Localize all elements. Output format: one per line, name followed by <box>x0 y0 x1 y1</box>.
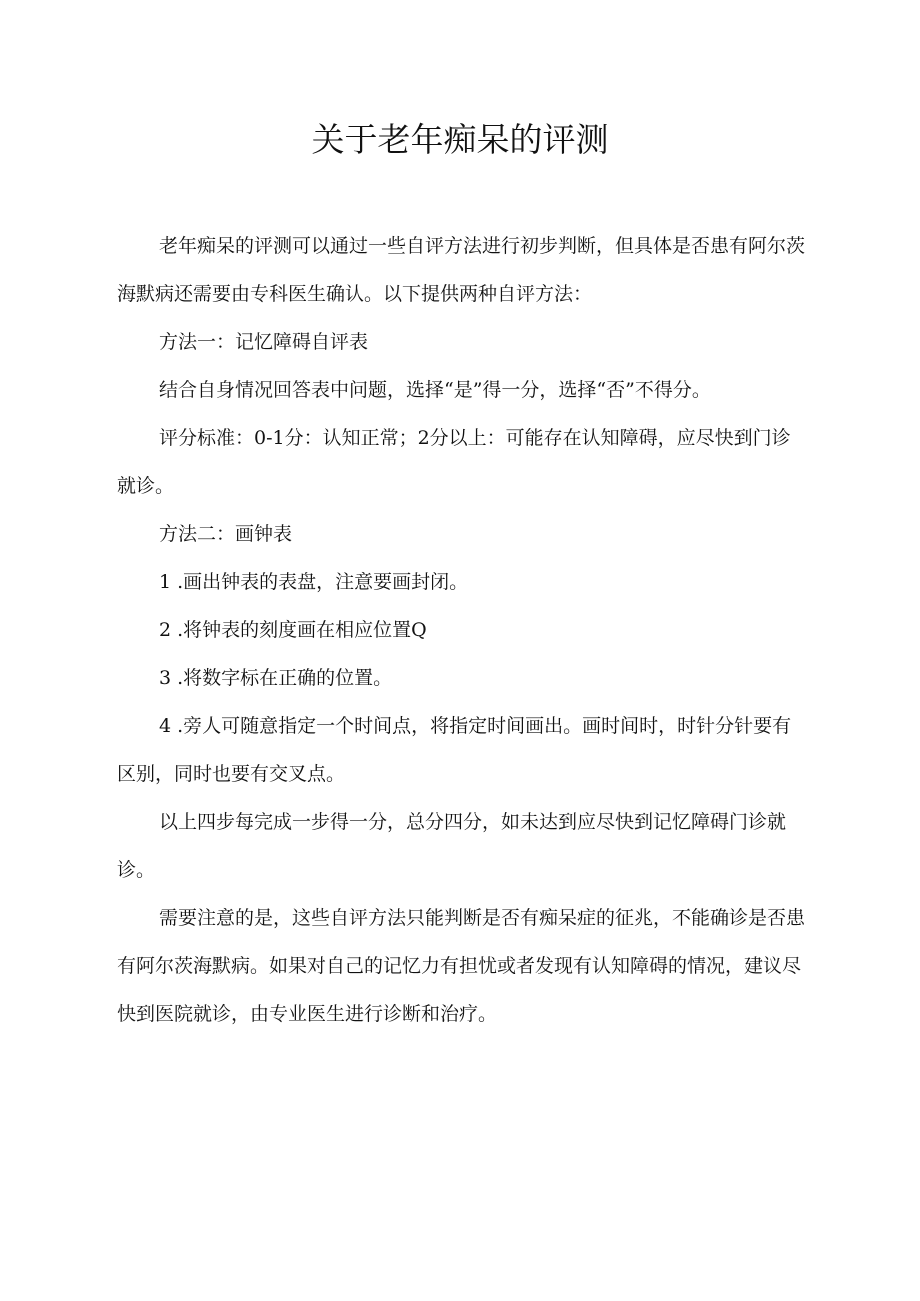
document-body <box>117 222 807 1038</box>
intro-paragraph: 老年痴呆的评测可以通过一些自评方法进行初步判断，但具体是否患有阿尔茨海默病还需要由专科医生确认。以下提供两种自评方法： <box>117 235 806 305</box>
document-title: 关于老年痴呆的评测 <box>311 120 609 159</box>
closing-note: 需要注意的是，这些自评方法只能判断是否有痴呆症的征兆，不能确诊是否患有阿尔茨海默病。如果对自己的记忆力有担忧或者发现有认知障碍的情况，建议尽快到医院就诊，由专业医生进行诊断和治疗。 <box>117 907 806 1025</box>
method-one-instruction: 结合自身情况回答表中问题，选择“是”得一分，选择“否”不得分。 <box>159 379 711 401</box>
method-two-heading: 方法二：画钟表 <box>159 523 293 545</box>
clock-scoring: 以上四步每完成一步得一分，总分四分，如未达到应尽快到记忆障碍门诊就诊。 <box>117 811 787 881</box>
clock-step-1: 1 .画出钟表的表盘，注意要画封闭。 <box>159 571 469 593</box>
method-one-heading: 方法一：记忆障碍自评表 <box>159 331 369 353</box>
clock-step-3: 3 .将数字标在正确的位置。 <box>159 667 393 689</box>
clock-step-2: 2 .将钟表的刻度画在相应位置Q <box>159 619 427 641</box>
scoring-standard: 评分标准：0-1分：认知正常；2分以上：可能存在认知障碍，应尽快到门诊就诊。 <box>117 427 791 497</box>
clock-step-4: 4 .旁人可随意指定一个时间点，将指定时间画出。画时间时，时针分针要有区别，同时也要有交叉点。 <box>117 715 792 785</box>
